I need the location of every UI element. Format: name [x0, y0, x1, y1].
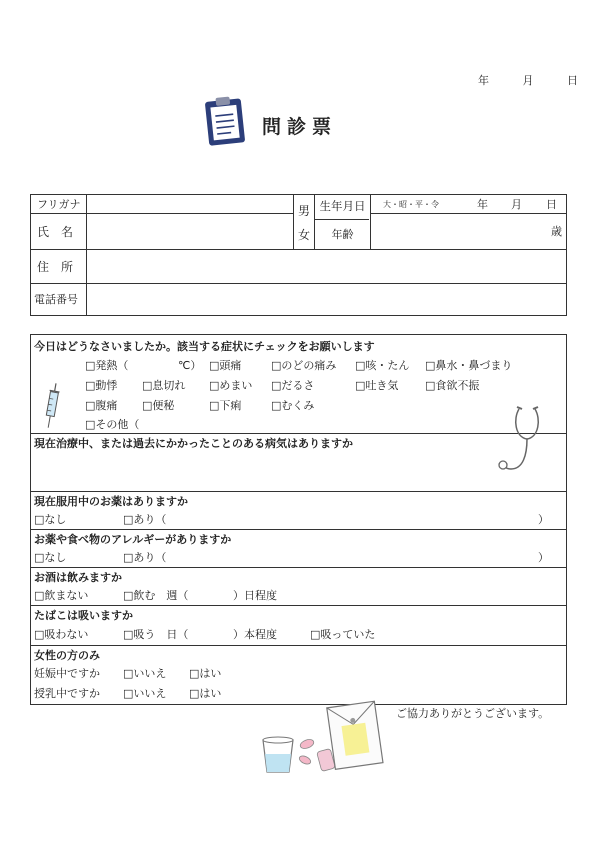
stethoscope-icon — [497, 403, 559, 477]
name-field[interactable] — [87, 213, 293, 249]
date-year-label: 年 — [478, 74, 489, 87]
page-title: 問診票 — [262, 116, 338, 138]
conditions-heading: 現在治療中、または過去にかかったことのある病気はありますか — [34, 437, 353, 450]
patient-info-table — [30, 194, 567, 316]
syringe-icon — [41, 383, 63, 429]
pregnant-no-checkbox[interactable]: □いいえ — [123, 667, 167, 680]
nursing-no-checkbox[interactable]: □いいえ — [123, 687, 167, 700]
medication-heading: 現在服用中のお薬はありますか — [34, 495, 188, 508]
birth-year-label: 年 — [477, 198, 488, 211]
tobacco-heading: たばこは吸いますか — [34, 609, 133, 622]
nursing-yes-checkbox[interactable]: □はい — [189, 687, 222, 700]
allergy-none-checkbox[interactable]: □なし — [34, 551, 67, 564]
tobacco-no-checkbox[interactable]: □吸わない — [34, 628, 89, 641]
symptom-nose-checkbox[interactable]: □鼻水・鼻づまり — [425, 359, 513, 372]
symptom-fever-checkbox[interactable]: □発熱（ — [85, 359, 129, 372]
birth-month-label: 月 — [511, 198, 522, 211]
alcohol-yes-checkbox[interactable]: □飲む 週（ — [123, 589, 189, 602]
pregnant-label: 妊娠中ですか — [34, 667, 100, 680]
phone-field[interactable] — [87, 283, 566, 315]
birth-day-label: 日 — [546, 198, 557, 211]
alcohol-no-checkbox[interactable]: □飲まない — [34, 589, 89, 602]
age-field[interactable] — [371, 213, 566, 249]
symptom-fatigue-checkbox[interactable]: □だるさ — [271, 379, 315, 392]
symptom-appetite-checkbox[interactable]: □食欲不振 — [425, 379, 480, 392]
furigana-field[interactable] — [87, 195, 293, 213]
furigana-label: フリガナ — [37, 198, 81, 211]
symptoms-heading: 今日はどうなさいましたか。該当する症状にチェックをお願いします — [34, 340, 375, 353]
symptom-constipation-checkbox[interactable]: □便秘 — [142, 399, 175, 412]
date-day-label: 日 — [567, 74, 578, 87]
allergy-heading: お薬や食べ物のアレルギーがありますか — [34, 533, 232, 546]
tobacco-yes-checkbox[interactable]: □吸う 日（ — [123, 628, 189, 641]
medication-close-paren: ） — [538, 513, 549, 526]
pregnant-yes-checkbox[interactable]: □はい — [189, 667, 222, 680]
allergy-close-paren: ） — [538, 551, 549, 564]
tobacco-past-checkbox[interactable]: □吸っていた — [310, 628, 376, 641]
name-label: 氏 名 — [37, 224, 74, 239]
alcohol-frequency-label: ）日程度 — [233, 589, 277, 602]
age-unit-label: 歳 — [551, 225, 562, 238]
birthdate-label: 生年月日 — [319, 199, 366, 213]
sex-female-option[interactable]: 女 — [297, 227, 310, 242]
thanks-message: ご協力ありがとうございます。 — [396, 707, 550, 720]
date-month-label: 月 — [522, 74, 534, 87]
symptom-headache-checkbox[interactable]: □頭痛 — [209, 359, 242, 372]
nursing-label: 授乳中ですか — [34, 687, 100, 700]
medicine-illustration — [255, 698, 395, 776]
questionnaire-box — [30, 334, 567, 705]
symptom-palpitation-checkbox[interactable]: □動悸 — [85, 379, 118, 392]
symptom-swelling-checkbox[interactable]: □むくみ — [271, 399, 315, 412]
fever-unit-label: ℃） — [178, 359, 202, 372]
sex-male-option[interactable]: 男 — [297, 203, 310, 218]
era-options[interactable]: 大・昭・平・令 — [383, 199, 439, 209]
date-row — [478, 72, 578, 88]
age-label: 年齢 — [331, 228, 354, 241]
symptom-sore-throat-checkbox[interactable]: □のどの痛み — [271, 359, 337, 372]
address-label: 住 所 — [37, 259, 74, 274]
symptom-short-breath-checkbox[interactable]: □息切れ — [142, 379, 186, 392]
alcohol-heading: お酒は飲みますか — [34, 571, 122, 584]
allergy-yes-checkbox[interactable]: □あり（ — [123, 551, 167, 564]
phone-label: 電話番号 — [34, 293, 78, 306]
symptom-other-checkbox[interactable]: □その他（ — [85, 418, 140, 431]
symptom-stomach-checkbox[interactable]: □腹痛 — [85, 399, 118, 412]
symptom-cough-checkbox[interactable]: □咳・たん — [355, 359, 410, 372]
symptom-diarrhea-checkbox[interactable]: □下痢 — [209, 399, 242, 412]
symptom-nausea-checkbox[interactable]: □吐き気 — [355, 379, 399, 392]
medication-yes-checkbox[interactable]: □あり（ — [123, 513, 167, 526]
tobacco-frequency-label: ）本程度 — [233, 628, 277, 641]
symptom-dizzy-checkbox[interactable]: □めまい — [209, 379, 253, 392]
address-field[interactable] — [87, 249, 566, 283]
clipboard-icon — [204, 95, 248, 147]
women-only-heading: 女性の方のみ — [34, 649, 100, 662]
conditions-field[interactable] — [34, 451, 494, 489]
medication-none-checkbox[interactable]: □なし — [34, 513, 67, 526]
